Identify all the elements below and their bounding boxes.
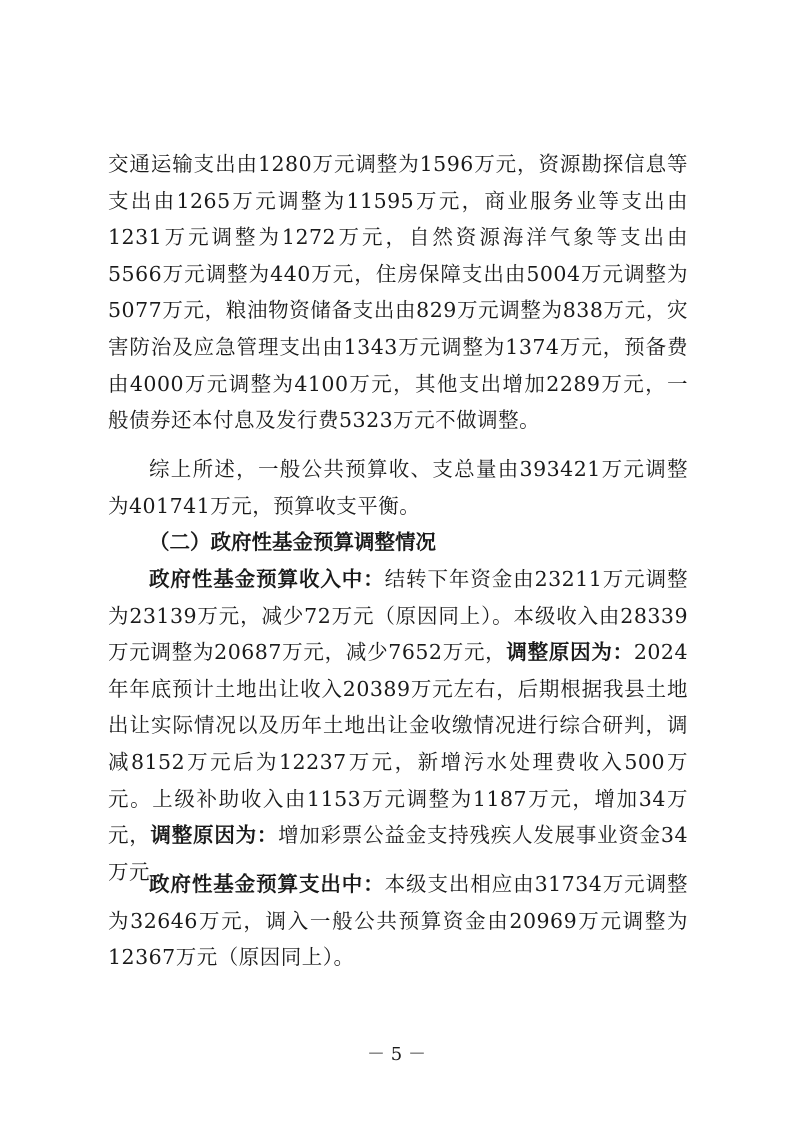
fund-revenue-part3: 增加彩票公益金支持残疾人发展事业资金34万元。 (108, 823, 688, 884)
fund-revenue-reason1: 调整原因为： (506, 640, 634, 665)
fund-revenue-part1: 结转下年资金由23211万元调整为23139万元，减少72万元（原因同上）。本级收入由28339万元调整为20687万元，减少7652万元， (108, 567, 688, 665)
paragraph-summary: 综上所述，一般公共预算收、支总量由393421万元调整为401741万元，预算收支平衡。 (108, 457, 688, 518)
page-number: － 5 － (367, 1044, 426, 1065)
paragraph-expenditure-adjustments: 交通运输支出由1280万元调整为1596万元，资源勘探信息等支出由1265万元调整为11595万元，商业服务业等支出由1231万元调整为1272万元，自然资源海洋气象等支出由5566万元调整为440万元，住房保障支出由5004万元调整为5077万元，粮油物资储备支出由829万元调整为838万元，灾害防治及应急管理支出由1343万元调整为1374万元，预备费由4000万元调整为4100万元，其他支出增加2289万元，一般债券还本付息及发行费5323万元不做调整。 (108, 152, 688, 433)
fund-expenditure-lead: 政府性基金预算支出中： (149, 872, 385, 896)
fund-revenue-reason2: 调整原因为： (150, 823, 279, 848)
fund-revenue-lead: 政府性基金预算收入中： (149, 567, 385, 591)
paragraph-fund-expenditure (108, 866, 688, 976)
section-heading: （二）政府性基金预算调整情况 (149, 530, 436, 554)
fund-expenditure-body: 本级支出相应由31734万元调整为32646万元，调入一般公共预算资金由20969万元调整为12367万元（原因同上）。 (108, 872, 688, 970)
paragraph-fund-revenue (108, 561, 688, 890)
fund-revenue-part2: 2024年年底预计土地出让收入20389万元左右，后期根据我县土地出让实际情况以及历年土地出让金收缴情况进行综合研判，调减8152万元后为12237万元，新增污水处理费收入500万元。上级补助收入由1153万元调整为1187万元，增加34万元， (108, 640, 689, 848)
